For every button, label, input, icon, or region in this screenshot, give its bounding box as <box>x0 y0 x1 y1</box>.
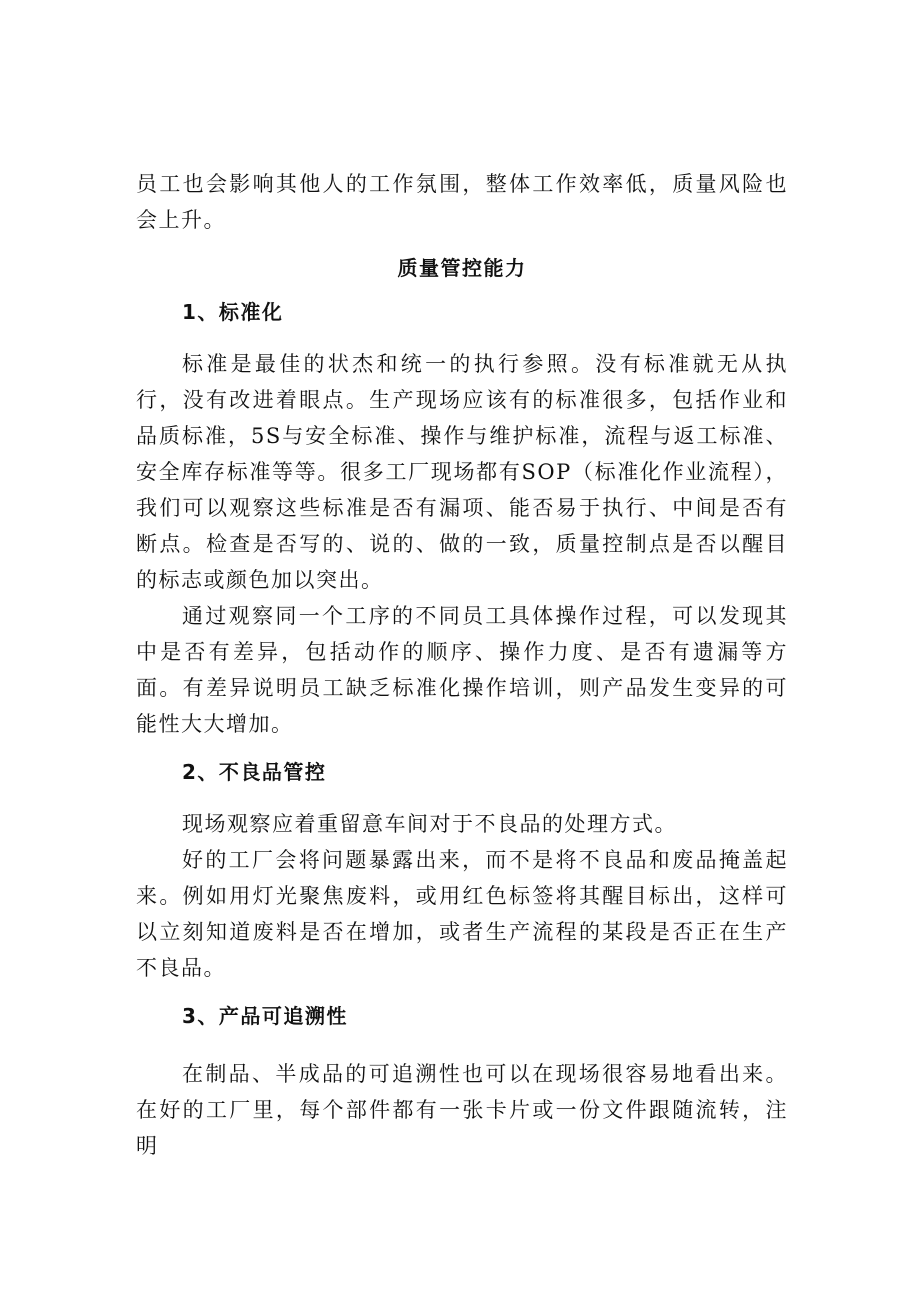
document-body <box>136 166 788 1164</box>
paragraph-standardization-1: 标准是最佳的状杰和统一的执行参照。没有标准就无从执行，没有改进着眼点。生产现场应该有的标准很多，包括作业和品质标准，5S与安全标准、操作与维护标准，流程与返工标准、安全库存标准等等。很多工厂现场都有SOP（标准化作业流程），我们可以观察这些标准是否有漏项、能否易于执行、中间是否有断点。检查是否写的、说的、做的一致，质量控制点是否以醒目的标志或颜色加以突出。 <box>136 352 788 592</box>
paragraph-standardization-2: 通过观察同一个工序的不同员工具体操作过程，可以发现其中是否有差异，包括动作的顺序、操作力度、是否有遗漏等方面。有差异说明员工缺乏标准化操作培训，则产品发生变异的可能性大大增加。 <box>136 604 788 736</box>
heading-standardization: 1、标准化 <box>182 300 284 324</box>
section-title: 质量管控能力 <box>397 256 527 280</box>
heading-traceability: 3、产品可追溯性 <box>182 1004 348 1028</box>
continuation-paragraph: 员工也会影响其他人的工作氛围，整体工作效率低，质量风险也会上升。 <box>136 172 788 232</box>
paragraph-defect-control-2: 好的工厂会将问题暴露出来，而不是将不良品和废品掩盖起来。例如用灯光聚焦废料，或用红色标签将其醒目标出，这样可以立刻知道废料是否在增加，或者生产流程的某段是否正在生产不良品。 <box>136 848 788 980</box>
heading-defect-control: 2、不良品管控 <box>182 760 327 784</box>
paragraph-traceability-1: 在制品、半成品的可追溯性也可以在现场很容易地看出来。在好的工厂里，每个部件都有一张卡片或一份文件跟随流转，注明 <box>136 1062 788 1158</box>
paragraph-defect-control-1: 现场观察应着重留意车间对于不良品的处理方式。 <box>182 812 677 836</box>
